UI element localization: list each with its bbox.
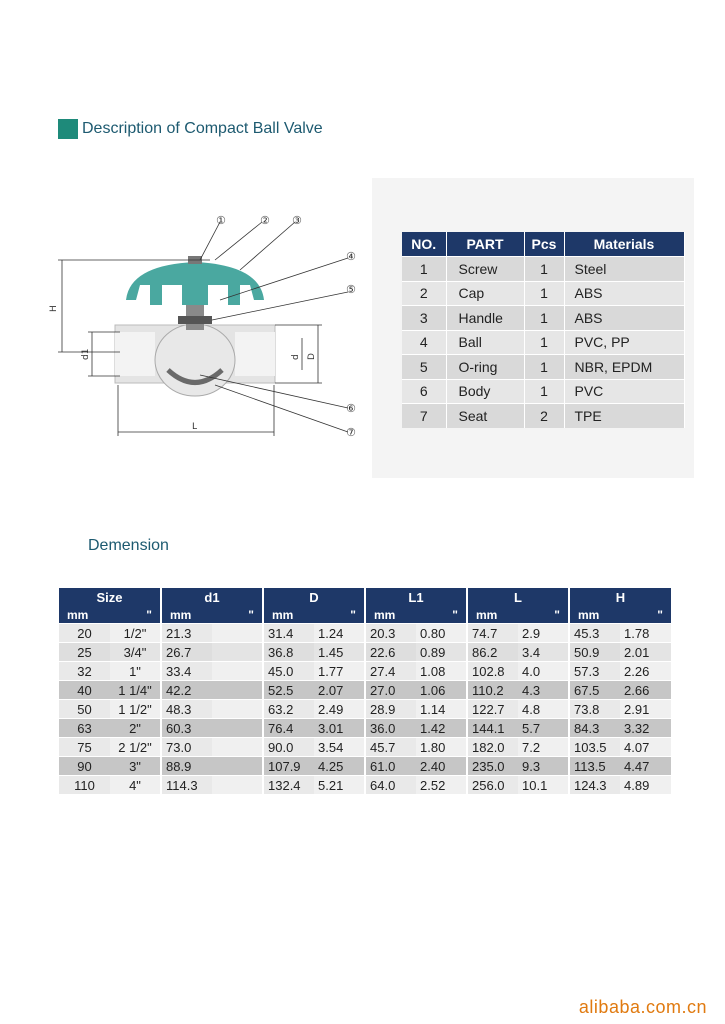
part-name: Screw [446, 257, 524, 282]
dimension-cell: 3" [110, 757, 161, 776]
dimension-cell [212, 738, 263, 757]
part-material: PVC, PP [564, 330, 684, 355]
callout-5: ⑤ [346, 283, 356, 296]
dimension-cell: 50 [59, 700, 110, 719]
dimension-group-d: D [263, 588, 365, 607]
dimension-cell: 110 [59, 776, 110, 795]
dimension-cell: 1.77 [314, 662, 365, 681]
callout-3: ③ [292, 214, 302, 227]
dimension-cell: 31.4 [263, 624, 314, 643]
dimension-cell: 235.0 [467, 757, 518, 776]
parts-row [402, 281, 684, 306]
dimension-cell: 75 [59, 738, 110, 757]
dimension-cell: 25 [59, 643, 110, 662]
parts-header-part: PART [446, 232, 524, 257]
dimension-cell: 107.9 [263, 757, 314, 776]
dimension-cell: 4" [110, 776, 161, 795]
dimension-cell: 3.4 [518, 643, 569, 662]
dimension-cell: 3.32 [620, 719, 671, 738]
dimension-cell: 42.2 [161, 681, 212, 700]
dimension-cell: 26.7 [161, 643, 212, 662]
dimension-cell: 40 [59, 681, 110, 700]
dimension-cell: 76.4 [263, 719, 314, 738]
dimension-row [59, 662, 671, 681]
dimension-cell: 5.7 [518, 719, 569, 738]
dimension-cell: 74.7 [467, 624, 518, 643]
dimension-cell [212, 662, 263, 681]
dimension-row [59, 757, 671, 776]
part-pcs: 1 [524, 281, 564, 306]
callout-4: ④ [346, 250, 356, 263]
dimension-cell: 3.54 [314, 738, 365, 757]
dimension-cell: 63.2 [263, 700, 314, 719]
dimension-group-h: H [569, 588, 671, 607]
dimension-cell: 2" [110, 719, 161, 738]
part-material: TPE [564, 404, 684, 428]
dimension-cell [212, 681, 263, 700]
dimension-cell: 45.7 [365, 738, 416, 757]
dimension-cell: 20 [59, 624, 110, 643]
part-no: 1 [402, 257, 446, 282]
dimension-cell: 73.0 [161, 738, 212, 757]
dimension-cell: 3.01 [314, 719, 365, 738]
valve-ball [155, 324, 235, 396]
dimension-cell: 2.49 [314, 700, 365, 719]
dimension-cell: 1 1/4" [110, 681, 161, 700]
part-material: ABS [564, 281, 684, 306]
dimension-cell: 84.3 [569, 719, 620, 738]
part-name: Ball [446, 330, 524, 355]
dimension-cell: 27.4 [365, 662, 416, 681]
dimension-cell: 73.8 [569, 700, 620, 719]
dimension-cell: 28.9 [365, 700, 416, 719]
dimension-cell: 144.1 [467, 719, 518, 738]
dimension-cell: 114.3 [161, 776, 212, 795]
dimension-cell: 67.5 [569, 681, 620, 700]
dimension-cell: 52.5 [263, 681, 314, 700]
dimension-group-l1: L1 [365, 588, 467, 607]
dimension-unit: mm [161, 607, 212, 624]
dimension-cell: 4.47 [620, 757, 671, 776]
dimension-cell: 61.0 [365, 757, 416, 776]
dimension-cell: 32 [59, 662, 110, 681]
dimension-cell [212, 643, 263, 662]
dimension-cell: 1.42 [416, 719, 467, 738]
part-pcs: 1 [524, 355, 564, 380]
parts-row [402, 330, 684, 355]
dimension-cell: 45.0 [263, 662, 314, 681]
dimension-cell: 64.0 [365, 776, 416, 795]
dimension-cell: 4.0 [518, 662, 569, 681]
dimension-unit: " [518, 607, 569, 624]
part-pcs: 1 [524, 306, 564, 331]
dimension-cell: 1/2" [110, 624, 161, 643]
dim-label-L: L [192, 422, 198, 432]
parts-row [402, 404, 684, 428]
dimension-cell [212, 700, 263, 719]
part-no: 2 [402, 281, 446, 306]
callout-6: ⑥ [346, 402, 356, 415]
dimension-cell: 21.3 [161, 624, 212, 643]
dimension-cell: 4.8 [518, 700, 569, 719]
dimension-unit: " [416, 607, 467, 624]
part-no: 7 [402, 404, 446, 428]
callout-7: ⑦ [346, 426, 356, 439]
parts-row [402, 379, 684, 404]
dimension-label: Demension [88, 537, 169, 554]
dimension-cell: 1.80 [416, 738, 467, 757]
title-marker [58, 119, 78, 139]
dimension-table [59, 588, 671, 794]
dimension-cell [212, 624, 263, 643]
dimension-row [59, 643, 671, 662]
part-material: PVC [564, 379, 684, 404]
dimension-cell: 2.52 [416, 776, 467, 795]
part-name: Body [446, 379, 524, 404]
dimension-cell: 132.4 [263, 776, 314, 795]
dimension-cell: 2.07 [314, 681, 365, 700]
part-name: Handle [446, 306, 524, 331]
dimension-cell: 2.40 [416, 757, 467, 776]
valve-o-ring [178, 316, 212, 324]
parts-row [402, 355, 684, 380]
section-title-text: Description of Compact Ball Valve [82, 120, 323, 137]
dimension-cell: 2.26 [620, 662, 671, 681]
dimension-cell: 9.3 [518, 757, 569, 776]
dim-label-d1: d1 [81, 348, 91, 360]
dimension-unit-header [59, 607, 671, 624]
dimension-cell: 2 1/2" [110, 738, 161, 757]
parts-table [402, 232, 685, 428]
footer-watermark: alibaba.com.cn [578, 997, 707, 1017]
part-no: 5 [402, 355, 446, 380]
dimension-cell: 86.2 [467, 643, 518, 662]
dimension-cell: 4.25 [314, 757, 365, 776]
valve-handle [126, 262, 264, 305]
part-no: 6 [402, 379, 446, 404]
dimension-cell: 4.89 [620, 776, 671, 795]
dimension-unit: mm [467, 607, 518, 624]
dimension-cell: 7.2 [518, 738, 569, 757]
dimension-cell: 36.0 [365, 719, 416, 738]
part-pcs: 1 [524, 330, 564, 355]
dimension-cell: 90 [59, 757, 110, 776]
dimension-cell: 124.3 [569, 776, 620, 795]
dimension-cell: 4.3 [518, 681, 569, 700]
dimension-cell: 33.4 [161, 662, 212, 681]
dimension-cell: 182.0 [467, 738, 518, 757]
dimension-cell: 1.78 [620, 624, 671, 643]
dimension-cell: 88.9 [161, 757, 212, 776]
dimension-cell: 113.5 [569, 757, 620, 776]
dimension-cell: 90.0 [263, 738, 314, 757]
dimension-row [59, 700, 671, 719]
dimension-group-d1: d1 [161, 588, 263, 607]
dimension-cell: 1 1/2" [110, 700, 161, 719]
dimension-row [59, 681, 671, 700]
part-name: Cap [446, 281, 524, 306]
dimension-unit: " [212, 607, 263, 624]
dim-label-d: d [291, 354, 301, 360]
dimension-cell: 1.14 [416, 700, 467, 719]
dim-label-H: H [49, 305, 59, 312]
dimension-row [59, 719, 671, 738]
part-pcs: 1 [524, 379, 564, 404]
dimension-cell: 36.8 [263, 643, 314, 662]
dimension-unit: mm [263, 607, 314, 624]
parts-header-no: NO. [402, 232, 446, 257]
dimension-cell: 1.24 [314, 624, 365, 643]
part-name: O-ring [446, 355, 524, 380]
dimension-cell: 5.21 [314, 776, 365, 795]
parts-header-materials: Materials [564, 232, 684, 257]
dimension-unit: " [314, 607, 365, 624]
dimension-cell: 2.9 [518, 624, 569, 643]
dimension-cell [212, 719, 263, 738]
parts-header-row [402, 232, 684, 257]
parts-row [402, 306, 684, 331]
dimension-cell: 256.0 [467, 776, 518, 795]
dimension-cell: 22.6 [365, 643, 416, 662]
dimension-cell [212, 776, 263, 795]
callout-1: ① [216, 214, 226, 227]
dimension-cell: 0.89 [416, 643, 467, 662]
dimension-cell: 2.91 [620, 700, 671, 719]
dimension-group-header [59, 588, 671, 607]
dimension-unit: mm [365, 607, 416, 624]
part-material: ABS [564, 306, 684, 331]
dimension-cell: 48.3 [161, 700, 212, 719]
dimension-cell: 27.0 [365, 681, 416, 700]
parts-row [402, 257, 684, 282]
dimension-cell: 20.3 [365, 624, 416, 643]
part-material: NBR, EPDM [564, 355, 684, 380]
dimension-cell: 63 [59, 719, 110, 738]
part-no: 4 [402, 330, 446, 355]
dimension-cell: 1" [110, 662, 161, 681]
dimension-cell [212, 757, 263, 776]
dimension-cell: 103.5 [569, 738, 620, 757]
dimension-cell: 60.3 [161, 719, 212, 738]
part-pcs: 2 [524, 404, 564, 428]
dimension-cell: 122.7 [467, 700, 518, 719]
dimension-cell: 57.3 [569, 662, 620, 681]
dimension-row [59, 776, 671, 795]
dimension-cell: 0.80 [416, 624, 467, 643]
dimension-group-l: L [467, 588, 569, 607]
dimension-group-size: Size [59, 588, 161, 607]
dimension-cell: 50.9 [569, 643, 620, 662]
dimension-cell: 10.1 [518, 776, 569, 795]
dimension-cell: 45.3 [569, 624, 620, 643]
section-title [58, 118, 323, 140]
valve-pipe-right [235, 332, 275, 376]
dimension-unit: " [110, 607, 161, 624]
valve-pipe-left [115, 332, 155, 376]
dimension-cell: 1.08 [416, 662, 467, 681]
valve-diagram [40, 180, 370, 480]
parts-header-pcs: Pcs [524, 232, 564, 257]
dimension-cell: 2.66 [620, 681, 671, 700]
dimension-cell: 102.8 [467, 662, 518, 681]
dimension-cell: 110.2 [467, 681, 518, 700]
part-material: Steel [564, 257, 684, 282]
dimension-cell: 4.07 [620, 738, 671, 757]
callout-2: ② [260, 214, 270, 227]
dimension-row [59, 738, 671, 757]
dimension-unit: " [620, 607, 671, 624]
dim-label-D: D [307, 353, 317, 360]
part-no: 3 [402, 306, 446, 331]
dimension-unit: mm [59, 607, 110, 624]
dimension-row [59, 624, 671, 643]
dimension-cell: 1.45 [314, 643, 365, 662]
dimension-unit: mm [569, 607, 620, 624]
part-name: Seat [446, 404, 524, 428]
dimension-cell: 1.06 [416, 681, 467, 700]
dimension-cell: 2.01 [620, 643, 671, 662]
part-pcs: 1 [524, 257, 564, 282]
dimension-cell: 3/4" [110, 643, 161, 662]
